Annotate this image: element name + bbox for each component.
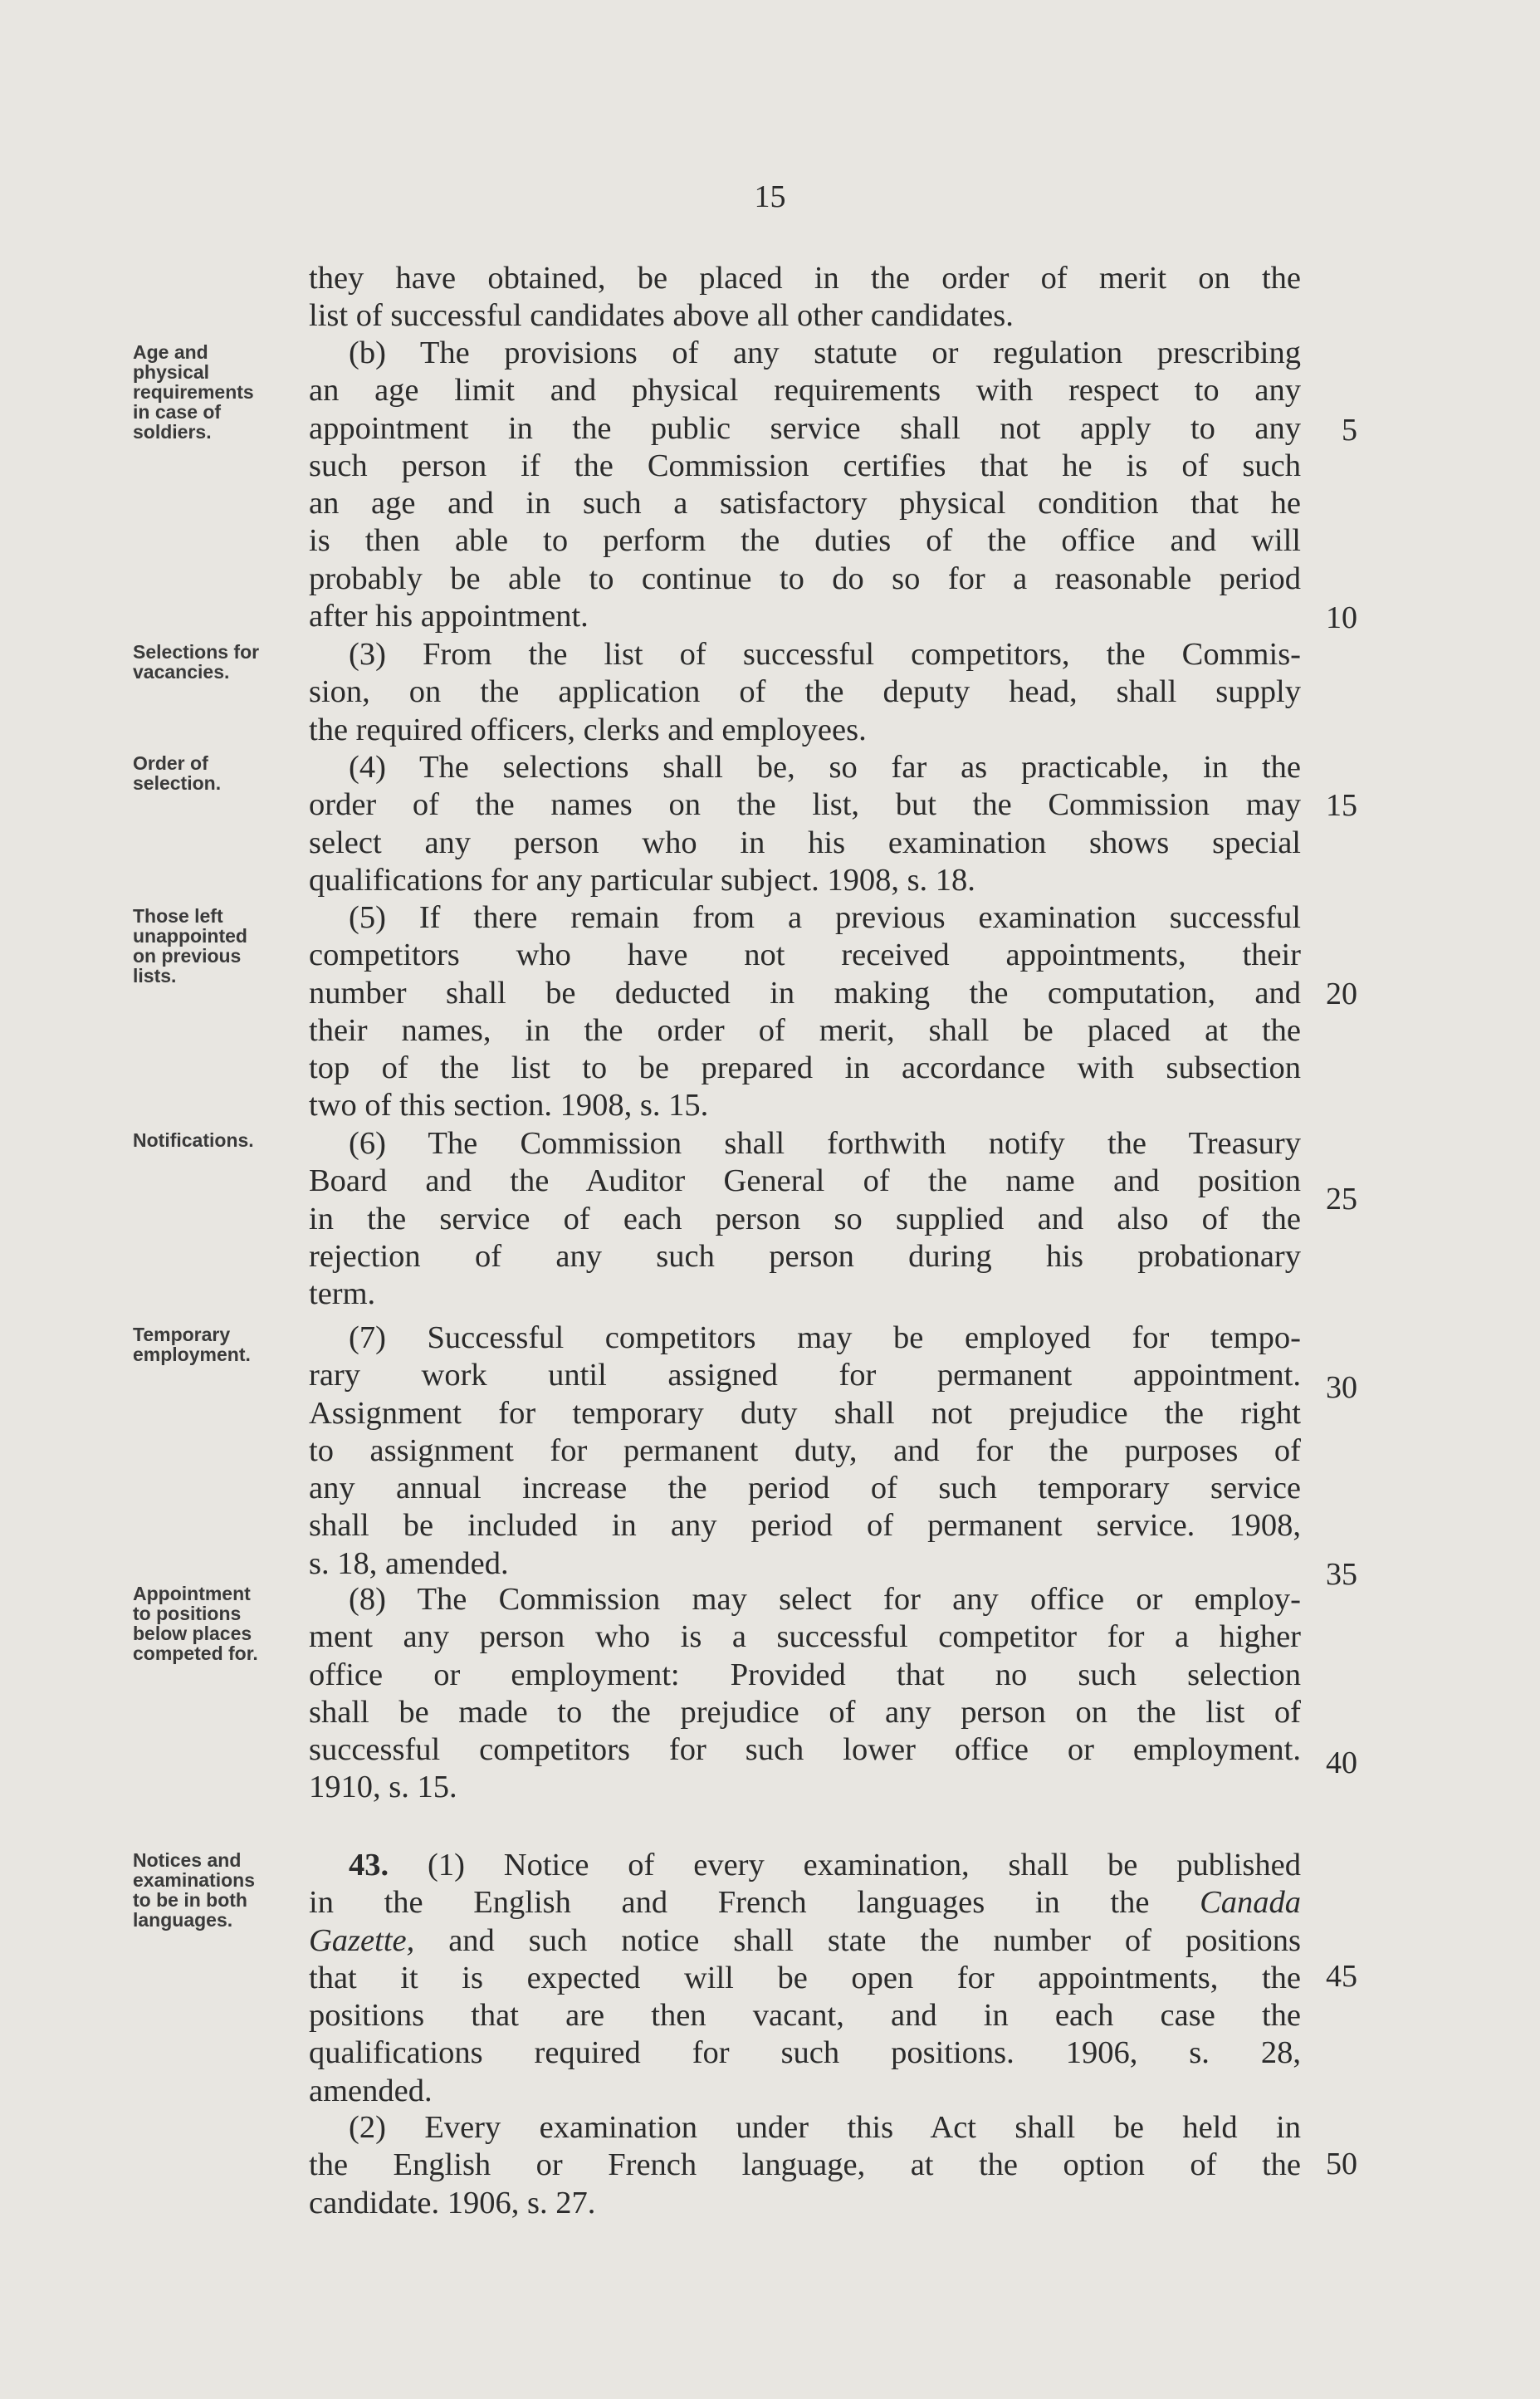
margin-note-temporary: [133, 1324, 291, 1364]
margin-note-age-physical: [133, 342, 291, 442]
text-fragment: in the English and French languages in the: [309, 1885, 1150, 1921]
text-line: top of the list to be prepared in accordance with subsection: [309, 1050, 1301, 1086]
margin-note-line: languages.: [133, 1909, 233, 1931]
text-line: [309, 1847, 1301, 1884]
line-number: 15: [1326, 788, 1357, 823]
text-line: select any person who in his examination shows special: [309, 825, 1301, 860]
text-line: (3) From the list of successful competitors, the Commis-: [349, 637, 1301, 672]
margin-note-line: Temporary: [133, 1324, 231, 1345]
text-line: ment any person who is a successful competitor for a higher: [309, 1619, 1301, 1655]
text-line: rary work until assigned for permanent appointment.: [309, 1358, 1301, 1393]
margin-note-line: vacancies.: [133, 661, 230, 683]
text-line: such person if the Commission certifies that he is of such: [309, 448, 1301, 483]
margin-note-line: Notifications.: [133, 1129, 254, 1151]
text-line: amended.: [309, 2073, 433, 2108]
text-line: [309, 1922, 1301, 1960]
margin-note-selections: [133, 642, 291, 682]
text-line: (4) The selections shall be, so far as practicable, in the: [349, 750, 1301, 785]
text-line: term.: [309, 1276, 376, 1312]
section-43-paragraph-2: [309, 2109, 1301, 2222]
text-line: (5) If there remain from a previous examination successful: [349, 900, 1301, 935]
paragraph-continuation: [309, 260, 1301, 335]
text-line: successful competitors for such lower office or employment.: [309, 1732, 1301, 1768]
margin-note-order: [133, 753, 291, 793]
text-line: rejection of any such person during his probationary: [309, 1238, 1301, 1274]
margin-note-line: soldiers.: [133, 421, 212, 443]
margin-note-line: employment.: [133, 1344, 251, 1365]
text-line: number shall be deducted in making the computation, and: [309, 975, 1301, 1011]
margin-note-languages: [133, 1850, 291, 1930]
text-fragment: (1) Notice of every examination, shall be published: [428, 1848, 1301, 1882]
text-line: their names, in the order of merit, shall be placed at the: [309, 1012, 1301, 1048]
margin-note-line: to positions: [133, 1603, 242, 1624]
margin-note-line: Age and: [133, 341, 208, 363]
text-line: to assignment for permanent duty, and for the purposes of: [309, 1432, 1301, 1468]
paragraph-8: [309, 1581, 1301, 1807]
text-fragment: and such notice shall state the number of positions: [448, 1922, 1302, 1958]
line-number: 30: [1326, 1370, 1357, 1405]
text-line: appointment in the public service shall not apply to any: [309, 410, 1301, 446]
paragraph-5: [309, 899, 1301, 1125]
text-line: s. 18, amended.: [309, 1545, 509, 1581]
paragraph-b: [309, 335, 1301, 635]
text-line: positions that are then vacant, and in each case the: [309, 1998, 1301, 2034]
text-line: sion, on the application of the deputy head, shall supply: [309, 674, 1301, 710]
text-line: (6) The Commission shall forthwith notify the Treasury: [349, 1126, 1301, 1161]
text-line: probably be able to continue to do so for a reasonable period: [309, 561, 1301, 596]
margin-note-line: selection.: [133, 772, 222, 794]
text-line: any annual increase the period of such temporary service: [309, 1471, 1301, 1506]
italic-gazette: Gazette,: [309, 1922, 415, 1958]
section-43-paragraph-1: [309, 1847, 1301, 2110]
text-line: they have obtained, be placed in the order of merit on the: [309, 261, 1301, 296]
line-number: 35: [1326, 1557, 1357, 1592]
margin-note-line: below places: [133, 1623, 252, 1644]
margin-note-notifications: [133, 1130, 291, 1150]
margin-note-line: to be in both: [133, 1889, 247, 1911]
margin-note-line: physical: [133, 361, 210, 383]
text-line: competitors who have not received appointments, their: [309, 938, 1301, 973]
text-line: an age limit and physical requirements with respect to any: [309, 373, 1301, 409]
text-line: (7) Successful competitors may be employed for tempo-: [349, 1320, 1301, 1355]
text-line: in the service of each person so supplied and also of the: [309, 1201, 1301, 1236]
text-line: is then able to perform the duties of the office and will: [309, 523, 1301, 559]
margin-note-line: unappointed: [133, 925, 247, 947]
line-number: 25: [1326, 1182, 1357, 1217]
text-line: list of successful candidates above all other candidates.: [309, 298, 1014, 334]
margin-note-unappointed: [133, 906, 291, 986]
margin-note-line: on previous: [133, 945, 242, 967]
text-line: an age and in such a satisfactory physical condition that he: [309, 486, 1301, 521]
text-line: Assignment for temporary duty shall not prejudice the right: [309, 1395, 1301, 1431]
margin-note-line: Those left: [133, 905, 223, 927]
margin-note-line: competed for.: [133, 1643, 258, 1664]
text-line: qualifications required for such positions. 1906, s. 28,: [309, 2035, 1301, 2071]
text-line: that it is expected will be open for appointments, the: [309, 1960, 1301, 1995]
margin-note-line: in case of: [133, 401, 222, 423]
margin-note-line: Order of: [133, 752, 208, 774]
italic-canada: Canada: [1200, 1885, 1302, 1921]
line-number: 10: [1326, 600, 1357, 635]
text-line: 1910, s. 15.: [309, 1770, 457, 1805]
margin-note-line: examinations: [133, 1869, 255, 1891]
line-number: 45: [1326, 1959, 1357, 1994]
text-line: Board and the Auditor General of the name and position: [309, 1163, 1301, 1199]
line-number: 20: [1326, 977, 1357, 1011]
page-number: 15: [754, 179, 786, 214]
section-number: 43.: [349, 1848, 389, 1882]
text-line: (b) The provisions of any statute or regulation prescribing: [349, 335, 1301, 370]
text-line: (8) The Commission may select for any office or employ-: [349, 1582, 1301, 1617]
text-line: shall be made to the prejudice of any person on the list of: [309, 1694, 1301, 1730]
paragraph-3: [309, 636, 1301, 749]
line-number: 50: [1326, 2147, 1357, 2181]
text-line: the English or French language, at the option of the: [309, 2147, 1301, 2183]
text-line: qualifications for any particular subject. 1908, s. 18.: [309, 862, 975, 898]
text-line: shall be included in any period of permanent service. 1908,: [309, 1508, 1301, 1544]
text-line: two of this section. 1908, s. 15.: [309, 1088, 709, 1124]
margin-note-line: Notices and: [133, 1849, 242, 1871]
text-line: order of the names on the list, but the Commission may: [309, 787, 1301, 823]
margin-note-line: Selections for: [133, 641, 260, 663]
text-line: (2) Every examination under this Act shall be held in: [349, 2110, 1301, 2145]
margin-note-line: Appointment: [133, 1583, 251, 1604]
margin-note-line: requirements: [133, 381, 254, 403]
text-line: candidate. 1906, s. 27.: [309, 2185, 596, 2220]
text-line: [309, 1884, 1301, 1922]
paragraph-6: [309, 1125, 1301, 1313]
text-line: office or employment: Provided that no such selection: [309, 1657, 1301, 1692]
text-line: the required officers, clerks and employees.: [309, 712, 867, 747]
paragraph-4: [309, 749, 1301, 899]
line-number: 5: [1342, 413, 1357, 448]
line-number: 40: [1326, 1745, 1357, 1780]
text-line: after his appointment.: [309, 599, 589, 634]
paragraph-7: [309, 1319, 1301, 1583]
margin-note-line: lists.: [133, 965, 177, 987]
margin-note-appointment: [133, 1584, 291, 1663]
